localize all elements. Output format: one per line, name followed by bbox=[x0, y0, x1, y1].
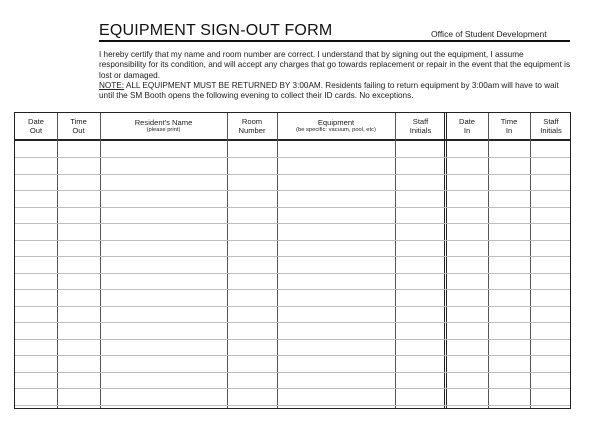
column-header-date-in bbox=[446, 113, 488, 139]
column-header-label: Equipment bbox=[317, 118, 355, 127]
column-header-sublabel: (please print) bbox=[146, 127, 181, 133]
column-header-sublabel: In bbox=[505, 126, 513, 135]
table-row-line bbox=[15, 322, 570, 323]
table-row-line bbox=[15, 207, 570, 208]
column-header-sublabel: In bbox=[463, 126, 471, 135]
column-header-label: Resident's Name bbox=[134, 118, 193, 127]
column-header-sublabel: Out bbox=[72, 126, 85, 135]
column-header-label: Time bbox=[70, 117, 87, 126]
column-header-time-in bbox=[488, 113, 530, 139]
column-header-label: Date bbox=[458, 117, 476, 126]
form-instructions bbox=[99, 50, 571, 101]
column-header-label: Staff bbox=[543, 117, 559, 126]
office-name: Office of Student Development bbox=[431, 29, 547, 39]
column-header-date-out bbox=[15, 113, 57, 139]
column-header-equipment bbox=[277, 113, 395, 139]
table-row-line bbox=[15, 339, 570, 340]
column-header-label: Staff bbox=[412, 117, 429, 126]
column-header-staff-initials-out bbox=[395, 113, 446, 139]
table-row-line bbox=[15, 174, 570, 175]
note-text: ALL EQUIPMENT MUST BE RETURNED BY 3:00AM. Residents failing to return equipment by 3:00am will have to wait until the SM Booth opens the following evening to collect their ID cards. No exceptions. bbox=[99, 80, 559, 101]
table-row-line bbox=[15, 223, 570, 224]
return-note bbox=[99, 81, 571, 102]
table-row-line bbox=[15, 306, 570, 307]
column-header-label: Room bbox=[241, 117, 263, 126]
note-label: NOTE: bbox=[99, 80, 125, 90]
table-row-line bbox=[15, 240, 570, 241]
table-row-line bbox=[15, 256, 570, 257]
column-header-sublabel: Number bbox=[238, 126, 266, 135]
table-row-line bbox=[15, 355, 570, 356]
table-row-line bbox=[15, 388, 570, 389]
column-header-time-out bbox=[57, 113, 100, 139]
column-header-sublabel: Initials bbox=[540, 126, 562, 135]
column-header-sublabel: Out bbox=[29, 126, 43, 135]
column-header-residents-name bbox=[100, 113, 227, 139]
form-title: EQUIPMENT SIGN-OUT FORM bbox=[99, 22, 333, 39]
sign-out-table bbox=[14, 112, 571, 409]
column-header-staff-initials-in bbox=[530, 113, 571, 139]
table-row-line bbox=[15, 289, 570, 290]
table-row-line bbox=[15, 273, 570, 274]
column-header-room-number bbox=[227, 113, 277, 139]
certification-text: I hereby certify that my name and room number are correct. I understand that by signing out the equipment, I assume responsibility for its condition, and will accept any charges that go towards replacement or repair in the event that the equipment is lost or damaged. bbox=[99, 50, 571, 80]
column-header-label: Date bbox=[27, 117, 45, 126]
table-row-line bbox=[15, 405, 570, 406]
title-divider bbox=[99, 40, 570, 42]
table-row-line bbox=[15, 372, 570, 373]
column-header-label: Time bbox=[500, 117, 518, 126]
table-header bbox=[15, 113, 570, 141]
table-row-line bbox=[15, 157, 570, 158]
column-header-sublabel: (be specific: vacuum, pool, etc) bbox=[296, 127, 376, 133]
table-row-line bbox=[15, 190, 570, 191]
column-header-sublabel: Initials bbox=[409, 126, 432, 135]
